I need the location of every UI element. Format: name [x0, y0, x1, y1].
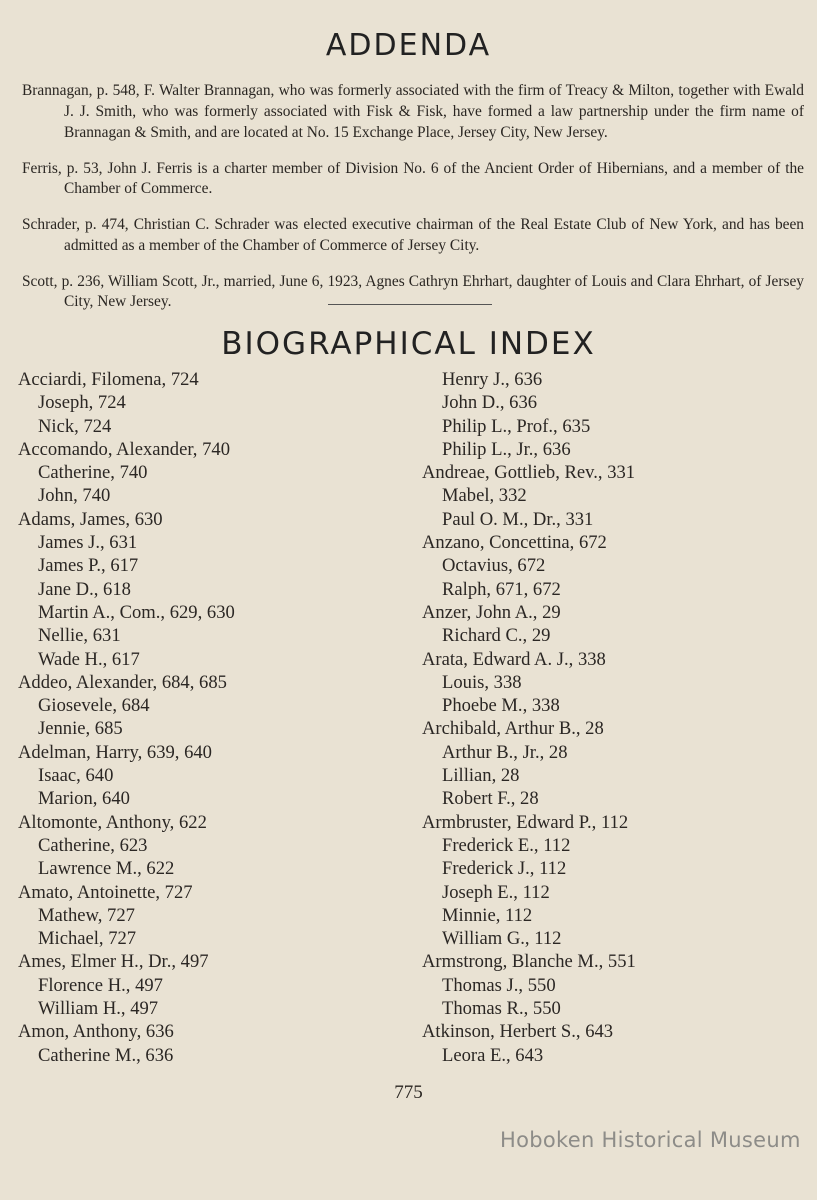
index-entry: Wade H., 617 — [38, 648, 140, 670]
index-entry: Henry J., 636 — [442, 369, 543, 390]
index-entry: Thomas J., 550 — [442, 974, 556, 996]
index-entry: Minnie, 112 — [442, 904, 533, 926]
index-entry: Catherine M., 636 — [38, 1044, 174, 1066]
index-entry: Jane D., 618 — [38, 578, 131, 600]
index-entry: Anzer, John A., 29 — [422, 601, 561, 623]
index-entry: Nick, 724 — [38, 415, 112, 437]
index-entry: James J., 631 — [38, 532, 138, 554]
index-entry: Arata, Edward A. J., 338 — [422, 648, 606, 670]
index-entry: Arthur B., Jr., 28 — [442, 741, 568, 763]
index-entry: Florence H., 497 — [38, 974, 163, 996]
index-entry: Amato, Antoinette, 727 — [18, 881, 193, 903]
index-entry: Octavius, 672 — [442, 555, 546, 577]
index-entry: Lillian, 28 — [442, 765, 520, 787]
index-entry: Robert F., 28 — [442, 788, 539, 810]
index-entry: Atkinson, Herbert S., 643 — [422, 1021, 614, 1043]
index-entry: John D., 636 — [442, 392, 538, 414]
index-entry: Paul O. M., Dr., 331 — [442, 508, 594, 530]
index-entry: Altomonte, Anthony, 622 — [18, 811, 207, 833]
index-title: BIOGRAPHICAL INDEX — [221, 326, 596, 362]
index-entry: Joseph, 724 — [38, 392, 126, 414]
index-entry: Michael, 727 — [38, 928, 137, 950]
index-entry: Adams, James, 630 — [18, 508, 163, 530]
index-entry: Catherine, 740 — [38, 462, 148, 484]
addenda-section — [22, 66, 804, 317]
index-entry: Richard C., 29 — [442, 625, 551, 647]
index-entry: Mabel, 332 — [442, 485, 527, 507]
index-entry: Jennie, 685 — [38, 718, 123, 740]
section-divider — [328, 304, 492, 305]
index-entry: Armstrong, Blanche M., 551 — [422, 951, 636, 973]
index-entry: Joseph E., 112 — [442, 881, 550, 903]
watermark: Hoboken Historical Museum — [500, 1128, 801, 1152]
addenda-entry: Brannagan, p. 548, F. Walter Brannagan, who was formerly associated with the firm of Treacy & Milton, together with Ewald J. J. Smith, who was formerly associated with Fisk & Fisk, have formed a law partnership under the firm name of Brannagan & Smith, and are located at No. 15 Exchange Place, Jersey City, New Jersey. — [22, 82, 804, 141]
index-entry: Accomando, Alexander, 740 — [18, 438, 230, 460]
index-entry: Frederick E., 112 — [442, 834, 571, 856]
index-entry: Amon, Anthony, 636 — [18, 1021, 174, 1043]
addenda-title: ADDENDA — [325, 28, 492, 63]
index-entry: Acciardi, Filomena, 724 — [18, 369, 199, 390]
addenda-entry: Ferris, p. 53, John J. Ferris is a charter member of Division No. 6 of the Ancient Order of Hibernians, and a member of the Chamber of Commerce. — [22, 159, 804, 198]
index-entry: Archibald, Arthur B., 28 — [422, 718, 604, 740]
index-entry: Louis, 338 — [442, 671, 522, 693]
index-entry: Addeo, Alexander, 684, 685 — [18, 671, 227, 693]
page-number: 775 — [394, 1082, 423, 1103]
addenda-entry: Scott, p. 236, William Scott, Jr., married, June 6, 1923, Agnes Cathryn Ehrhart, daughter of Louis and Clara Ehrhart, of Jersey City, New Jersey. — [22, 272, 804, 311]
index-entry: Anzano, Concettina, 672 — [422, 532, 607, 554]
index-entry: John, 740 — [38, 485, 111, 507]
index-entry: Marion, 640 — [38, 788, 130, 810]
index-entry: James P., 617 — [38, 555, 139, 577]
index-entry: Frederick J., 112 — [442, 858, 567, 880]
index-entry: Mathew, 727 — [38, 904, 135, 926]
index-entry: William G., 112 — [442, 928, 562, 950]
index-entry: Ames, Elmer H., Dr., 497 — [18, 951, 209, 973]
index-entry: Armbruster, Edward P., 112 — [422, 811, 629, 833]
index-entry: Leora E., 643 — [442, 1044, 544, 1066]
index-entry: William H., 497 — [38, 998, 159, 1020]
index-entry: Adelman, Harry, 639, 640 — [18, 741, 212, 763]
index-entry: Nellie, 631 — [38, 625, 121, 647]
index-entry: Ralph, 671, 672 — [442, 578, 561, 600]
index-entry: Catherine, 623 — [38, 834, 148, 856]
index-entry: Andreae, Gottlieb, Rev., 331 — [422, 462, 636, 484]
index-entry: Philip L., Prof., 635 — [442, 415, 591, 437]
index-entry: Isaac, 640 — [38, 765, 114, 787]
index-entry: Lawrence M., 622 — [38, 858, 175, 880]
index-entry: Philip L., Jr., 636 — [442, 438, 571, 460]
index-left-column — [18, 368, 398, 1067]
addenda-entry: Schrader, p. 474, Christian C. Schrader was elected executive chairman of the Real Estate Club of New York, and has been admitted as a member of the Chamber of Commerce of Jersey City. — [22, 216, 804, 254]
index-entry: Giosevele, 684 — [38, 695, 150, 717]
index-entry: Phoebe M., 338 — [442, 695, 560, 717]
index-entry: Martin A., Com., 629, 630 — [38, 601, 235, 623]
index-right-column — [422, 368, 802, 1067]
index-entry: Thomas R., 550 — [442, 998, 561, 1020]
